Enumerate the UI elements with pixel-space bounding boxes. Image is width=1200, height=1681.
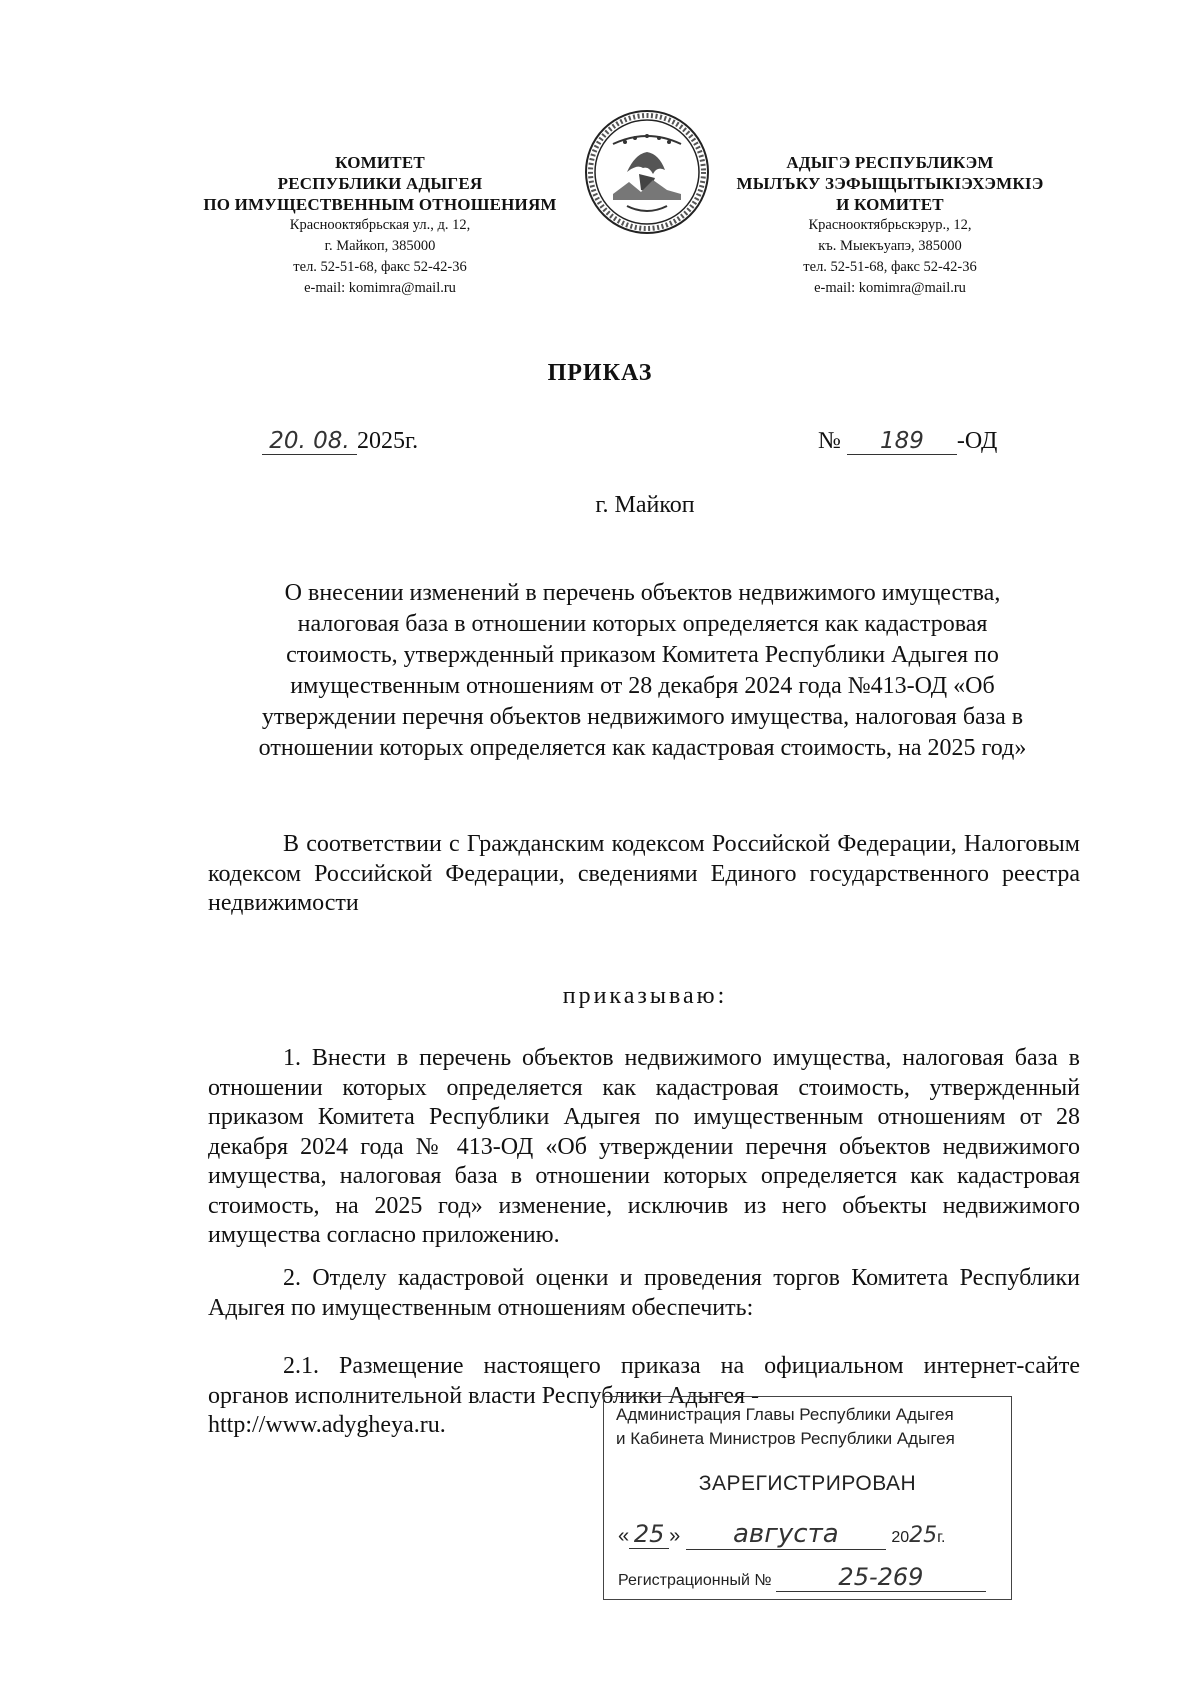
handwritten-date: 20. 08. bbox=[262, 428, 357, 455]
org-name-line1-adyghe: АДЫГЭ РЕСПУБЛИКЭМ bbox=[786, 153, 994, 172]
org-address: Красноoктябрьская ул., д. 12, bbox=[289, 217, 471, 233]
stamp-month: августа bbox=[686, 1519, 886, 1550]
org-city: г. Майкоп, 385000 bbox=[324, 238, 436, 254]
stamp-close-quote: » bbox=[669, 1525, 681, 1547]
handwritten-number: 189 bbox=[847, 428, 957, 455]
org-phone-adyghe: тел. 52-51-68, факс 52-42-36 bbox=[803, 259, 977, 275]
stamp-open-quote: « bbox=[618, 1525, 630, 1547]
number-suffix: -ОД bbox=[956, 428, 998, 454]
document-title: ПРИКАЗ bbox=[547, 360, 653, 386]
order-number bbox=[818, 428, 997, 455]
subject-line: утверждении перечня объектов недвижимого имущества, налоговая база в bbox=[261, 704, 1024, 730]
website-url: http://www.adygheya.ru. bbox=[208, 1412, 446, 1438]
item-2-paragraph bbox=[208, 1264, 1080, 1323]
item-2-1-text: 2.1. Размещение настоящего приказа на официальном интернет-сайте органов исполнительной власти Республики Адыгея - bbox=[208, 1353, 1080, 1409]
org-name-line3-adyghe: И КОМИТЕТ bbox=[836, 195, 944, 214]
org-name-line2: РЕСПУБЛИКИ АДЫГЕЯ bbox=[277, 174, 483, 193]
org-address-adyghe: Краснооктябрьскэрур., 12, bbox=[808, 217, 972, 233]
stamp-date bbox=[618, 1519, 946, 1550]
preamble-paragraph bbox=[208, 830, 1080, 919]
subject-line: О внесении изменений в перечень объектов недвижимого имущества, bbox=[284, 580, 1001, 606]
org-name-line2-adyghe: МЫЛЪКУ ЗЭФЫЩЫТЫКIЭХЭМКIЭ bbox=[736, 174, 1044, 193]
stamp-reg-value: 25-269 bbox=[776, 1563, 986, 1592]
subject-line: имущественным отношениям от 28 декабря 2024 года №413-ОД «Об bbox=[290, 673, 995, 699]
stamp-year-suffix: 25 bbox=[909, 1523, 938, 1548]
subject-line: стоимость, утвержденный приказом Комитета Республики Адыгея по bbox=[286, 642, 999, 668]
order-date bbox=[262, 428, 418, 455]
stamp-reg-label: Регистрационный № bbox=[618, 1572, 772, 1589]
org-phone: тел. 52-51-68, факс 52-42-36 bbox=[293, 259, 467, 275]
stamp-day: 25 bbox=[629, 1520, 669, 1549]
stamp-registered: ЗАРЕГИСТРИРОВАН bbox=[698, 1472, 917, 1495]
subject-line: налоговая база в отношении которых определяется как кадастровая bbox=[297, 611, 988, 637]
org-email-adyghe: e-mail: komimra@mail.ru bbox=[814, 280, 966, 296]
stamp-reg-number bbox=[618, 1563, 986, 1592]
stamp-line2: и Кабинета Министров Республики Адыгея bbox=[616, 1429, 955, 1448]
item-2-text: 2. Отделу кадастровой оценки и проведения торгов Комитета Республики Адыгея по имущественным отношениям обеспечить: bbox=[208, 1265, 1080, 1321]
org-name-line1: КОМИТЕТ bbox=[335, 153, 425, 172]
printed-year: 2025г. bbox=[357, 428, 419, 454]
coat-of-arms-emblem bbox=[583, 108, 711, 236]
order-word: приказываю: bbox=[562, 983, 728, 1009]
preamble-text: В соответствии с Гражданским кодексом Российской Федерации, Налоговым кодексом Российской Федерации, сведениями Единого государственного реестра недвижимости bbox=[208, 831, 1080, 916]
item-1-text: 1. Внести в перечень объектов недвижимого имущества, налоговая база в отношении которых определяется как кадастровая стоимость, утвержденный приказом Комитета Республики Адыгея по имущественным отношениям от 28 декабря 2024 года № 413-ОД «Об утверждении перечня объектов недвижимого имущества, налоговая база в отношении которых определяется как кадастровая стоимость, на 2025 год» изменение, исключив из него объекты недвижимого имущества согласно приложению. bbox=[208, 1045, 1080, 1248]
city: г. Майкоп bbox=[595, 492, 695, 518]
org-city-adyghe: къ. Мыекъуапэ, 385000 bbox=[818, 238, 962, 254]
registration-stamp bbox=[603, 1396, 1012, 1600]
stamp-line1: Администрация Главы Республики Адыгея bbox=[616, 1405, 954, 1424]
header-right bbox=[725, 152, 1055, 299]
stamp-year-prefix: 20 bbox=[891, 1529, 910, 1546]
stamp-year-end: г. bbox=[937, 1529, 946, 1546]
number-sign: № bbox=[818, 428, 841, 454]
org-email: e-mail: komimra@mail.ru bbox=[304, 280, 456, 296]
subject-line: отношении которых определяется как кадастровая стоимость, на 2025 год» bbox=[258, 735, 1027, 761]
order-subject bbox=[190, 578, 1095, 764]
org-name-line3: ПО ИМУЩЕСТВЕННЫМ ОТНОШЕНИЯМ bbox=[203, 195, 557, 214]
item-1-paragraph bbox=[208, 1044, 1080, 1251]
header-left bbox=[200, 152, 560, 299]
